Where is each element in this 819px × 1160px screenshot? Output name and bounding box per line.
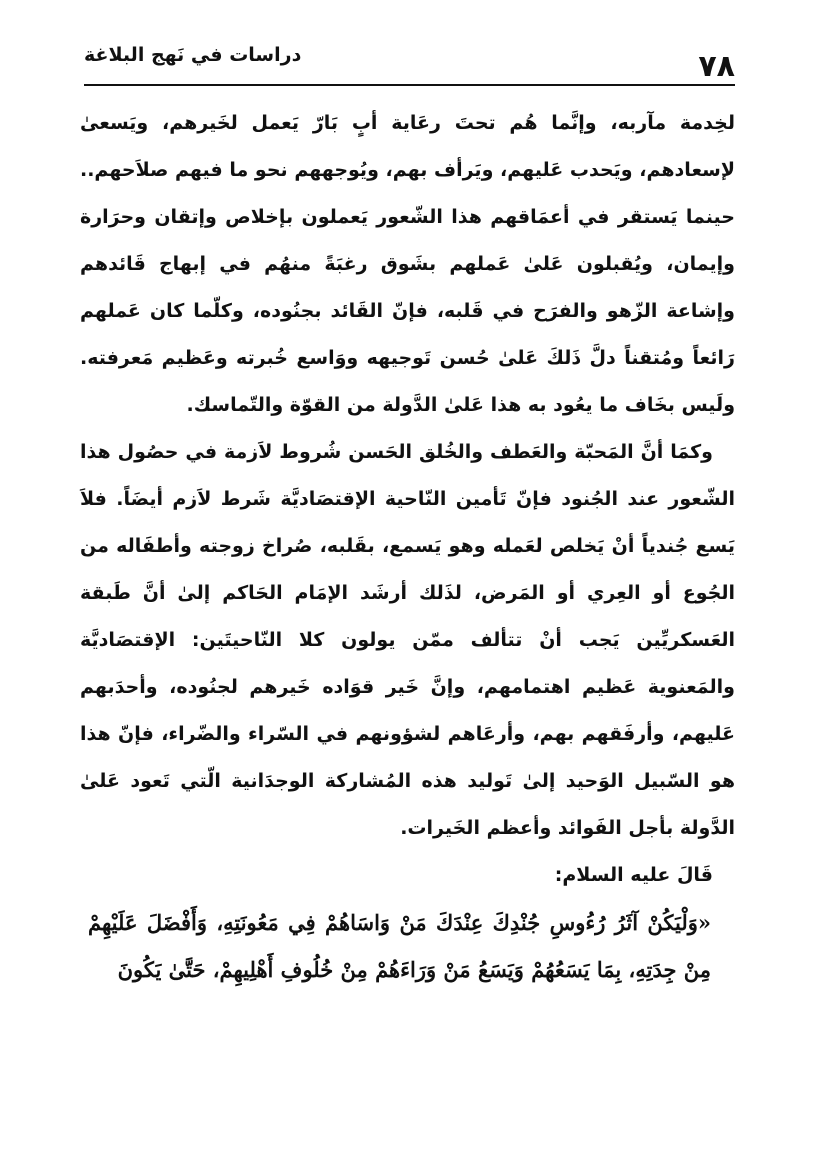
header-divider [84, 84, 735, 86]
quoted-text: «وَلْيَكُنْ آثَرُ رُءُوسِ جُنْدِكَ عِنْدَكَ مَنْ وَاسَاهُمْ فِي مَعُونَتِهِ، وَأَفْضَلَ عَلَيْهِمْ مِنْ جِدَتِهِ، بِمَا يَسَعُهُمْ وَيَسَعُ مَنْ وَرَاءَهُمْ مِنْ خُلُوفِ أَهْلِيهِمْ، حَتَّىٰ يَكُونَ [88, 910, 711, 982]
page-header [84, 38, 735, 88]
page-number: ٧٨ [698, 49, 735, 84]
quote-introduction: قَالَ عليه السلام: [554, 864, 713, 886]
paragraph-economic-aspect: وكمَا أنَّ المَحبّة والعَطف والخُلق الحَسن شُروط لاَزمة في حصُول هذا الشّعور عند الجُنود فإنّ تَأمين النّاحية الإقتصَاديَّة شَرط لاَزم أيضَاً. فلاَ يَسع جُندياً أنْ يَخلص لعَمله وهو يَسمع، بقَلبه، صُراخ زوجته وأطفَاله من الجُوع أو العِري أو المَرض، لذَلك أرشَد الإمَام الحَاكم إلىٰ أنَّ طَبقة العَسكريِّين يَجب أنْ تتألف ممّن يولون كلا النّاحيتَين: الإقتصَاديَّة والمَعنوية عَظيم اهتمامهم، وإنَّ خَير قوَاده خَيرهم لجنُوده، وأحدَبهم عَليهم، وأرفَقهم بهم، وأرعَاهم لشؤونهم في السّراء والضّراء، فإنّ هذا هو السّبيل الوَحيد إلىٰ تَوليد هذه المُشاركة الوجدَانية الّتي تَعود عَلىٰ الدَّولة بأجل الفَوائد وأعظم الخَيرات. [80, 441, 735, 839]
paragraph-continuation: لخِدمة مآربه، وإنَّما هُم تحتَ رعَاية أبٍ بَارّ يَعمل لخَيرهم، ويَسعىٰ لإسعادهم، ويَحدب عَليهم، ويَرأف بهم، ويُوجههم نحو ما فيهم صلاَحهم.. حينما يَستقر في أعمَاقهم هذا الشّعور يَعملون بإخلاص وإتقان وحرَارة وإيمان، ويُقبلون عَلىٰ عَملهم بشَوق رغبَةً منهُم في إبهاج قَائدهم وإشاعة الزّهو والفرَح في قَلبه، فإنّ القَائد بجنُوده، وكلّما كان عَملهم رَائعاً ومُتقناً دلَّ ذَلكَ عَلىٰ حُسن تَوجيهه ووَاسع خُبرته وعَظيم مَعرفته. ولَيس بخَاف ما يعُود به هذا عَلىٰ الدَّولة من القوّة والتّماسك. [80, 112, 735, 416]
running-book-title: دراسات في نَهج البلاغة [84, 44, 302, 66]
page-body [80, 100, 735, 993]
